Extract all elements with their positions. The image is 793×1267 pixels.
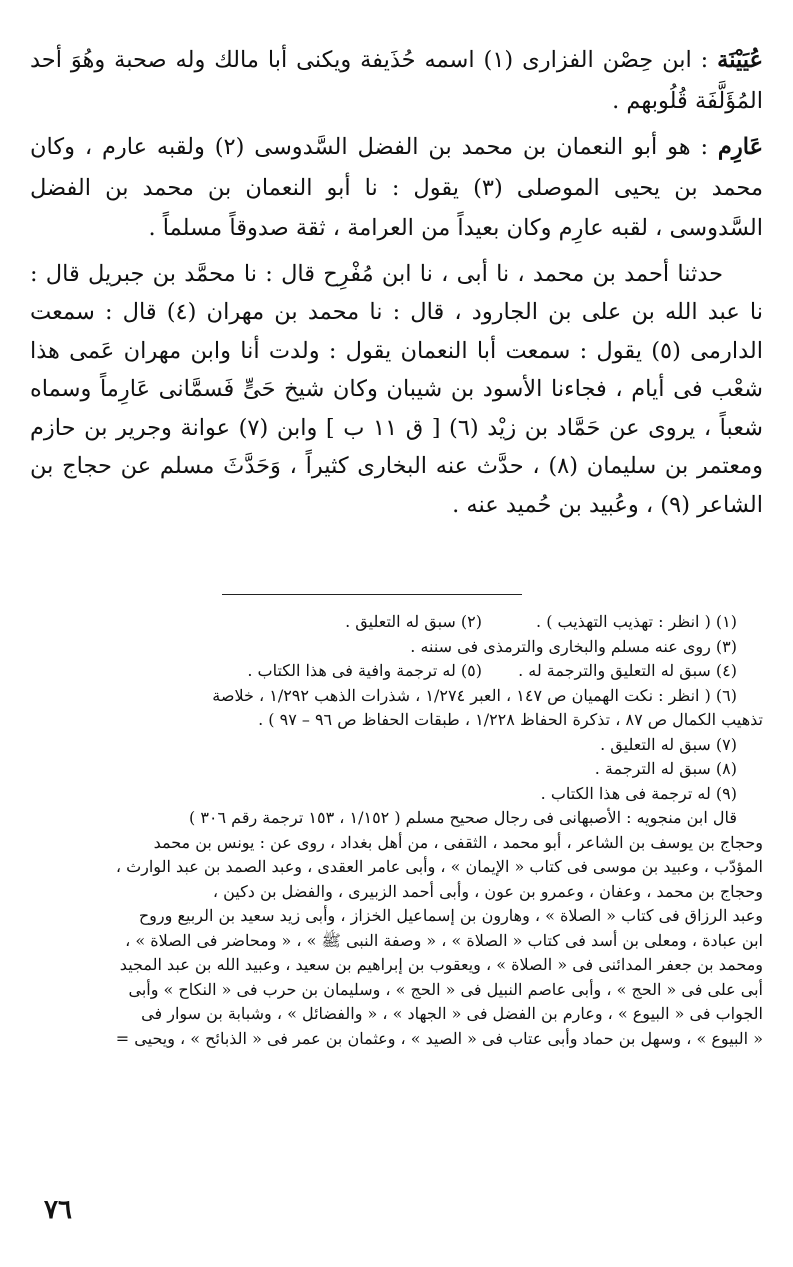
paragraph-line: وابن (٧) عوانة وجرير بن حازم ومعتمر بن سليمان (٨) ، حدَّث عنه البخارى [30, 414, 763, 479]
note-line: ومحمد بن جعفر المدائنى فى « الصلاة » ، ويعقوب بن إبراهيم بن سعيد ، وعبيد الله بن عبد المجيد [119, 955, 763, 974]
entry-heading: عَارِم [717, 134, 763, 160]
footnote-2: (٢) سبق له التعليق . [345, 612, 482, 631]
isnad-paragraph [30, 255, 763, 525]
footnote-6: (٦) ( انظر : نكت الهميان ص ١٤٧ ، العبر ١/٢٧٤ ، شذرات الذهب ١/٢٩٢ ، خلاصة [212, 685, 737, 705]
note-line: قال ابن منجويه : الأصبهانى فى رجال صحيح مسلم ( ١/١٥٢ ، ١٥٣ ترجمة رقم ٣٠٦ ) [188, 808, 737, 827]
entry-uyayna [30, 40, 763, 121]
entry-text-line: الفضل السَّدوسى ، لقبه عارِم وكان بعيداً من العرامة ، ثقة صدوقاً مسلماً . [30, 174, 763, 241]
footnotes [30, 610, 763, 1051]
footnote-6-continuation: تذهيب الكمال ص ٨٧ ، تذكرة الحفاظ ١/٢٢٨ ، طبقات الحفاظ ص ٩٦ – ٩٧ ) . [258, 710, 763, 729]
footnote-1: (١) ( انظر : تهذيب التهذيب ) . [536, 612, 737, 631]
entry-text-line: : هو أبو النعمان بن محمد بن الفضل السَّدوسى (٢) ولقبه عارم ، [84, 134, 709, 160]
footnote-row [30, 659, 737, 684]
entry-heading: عُيَيْنَة [717, 47, 763, 73]
paragraph-line: جبريل قال : نا عبد الله بن على بن الجارود ، قال : نا محمد بن مهران (٤) [30, 260, 763, 325]
note-line: ابن عبادة ، ومعلى بن أسد فى كتاب « الصلاة » ، « وصفة النبى ﷺ » ، « ومحاضر فى الصلاة » ، [125, 930, 763, 950]
note-line: وعبد الرزاق فى كتاب « الصلاة » ، وهارون بن إسماعيل الخزاز ، وأبى زيد سعيد بن الربيع وروح [138, 906, 763, 925]
note-line: المؤدّب ، وعبيد بن موسى فى كتاب « الإيمان » ، وأبى عامر العقدى ، وعبد الصمد بن عبد الوارث ، [115, 857, 763, 876]
footnote-separator [222, 594, 522, 595]
paragraph-line: حدثنا أحمد بن محمد ، نا أبى ، نا ابن مُفْرِح قال : نا محمَّد بن [152, 260, 723, 287]
note-line: أبى على فى « الحج » ، وأبى عاصم النبيل فى « الحج » ، وسليمان بن حرب فى « النكاح » وأبى [128, 979, 763, 999]
footnote-4: (٤) سبق له التعليق والترجمة له . [518, 661, 737, 680]
entry-text-line: : ابن حِصْن الفزارى (١) اسمه حُذَيفة ويكنى أبا مالك وله صحبة [114, 47, 709, 73]
note-line: « البيوع » ، وسهل بن حماد وأبى عتاب فى « الصيد » ، وعثمان بن عمر فى « الذبائح » ، ويحيى = [115, 1028, 763, 1048]
footnote-8: (٨) سبق له الترجمة . [594, 759, 737, 778]
entry-arim [30, 127, 763, 249]
footnote-row [30, 610, 737, 635]
paragraph-line: مهران عَمى هذا شعْب فى أيام ، فجاءنا الأسود بن شيبان وكان شيخ [30, 337, 763, 402]
footnote-5: (٥) له ترجمة وافية فى هذا الكتاب . [247, 661, 482, 680]
footnote-7: (٧) سبق له التعليق . [600, 734, 737, 754]
note-line: الجواب فى « البيوع » ، وعارم بن الفضل فى « الجهاد » ، « والفضائل » ، وشبابة بن سوار فى [141, 1004, 763, 1023]
page-number: ٧٦ [44, 1195, 72, 1225]
paragraph-line: حَىٍّ فَسمَّانى عَارِماً وسماه شعباً ، يروى عن حَمَّاد بن زيْد (٦) [ ق ١١ ب ] [30, 376, 763, 441]
paragraph-line: كثيراً ، وَحَدَّثَ مسلم عن حجاج بن الشاعر (٩) ، وعُبيد بن حُميد عنه . [30, 453, 763, 518]
main-text [30, 40, 763, 524]
entry-text-line: وكان محمد بن يحيى الموصلى (٣) يقول : نا أبو النعمان بن محمد بن [30, 134, 764, 201]
note-line: وحجاج بن يوسف بن الشاعر ، أبو محمد ، الثقفى ، من أهل بغداد ، روى عن : يونس بن محمد [153, 832, 763, 852]
footnote-9: (٩) له ترجمة فى هذا الكتاب . [540, 783, 737, 803]
paragraph-line: قال : سمعت الدارمى (٥) يقول : سمعت أبا النعمان يقول : ولدت أنا وابن [30, 299, 764, 364]
entry-text-line: وهُوَ أحد المُؤَلَّفَة قُلُوبهم . [30, 47, 763, 114]
note-line: وحجاج بن محمد ، وعفان ، وعمرو بن عون ، وأبى أحمد الزبيرى ، والفضل بن دكين ، [212, 881, 763, 901]
footnote-extended-note [30, 806, 763, 1051]
footnote-3: (٣) روى عنه مسلم والبخارى والترمذى فى سننه . [410, 636, 737, 656]
